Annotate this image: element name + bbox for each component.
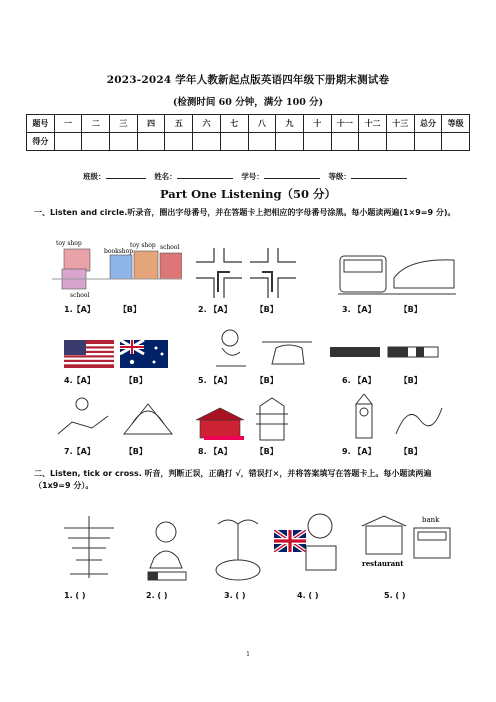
option-b-button[interactable]: 【B】 bbox=[255, 447, 278, 456]
option-b-button[interactable]: 【B】 bbox=[399, 376, 422, 385]
score-header-cell: 五 bbox=[165, 115, 193, 133]
q1-item-7 bbox=[64, 446, 147, 457]
q1-num-3: 3. bbox=[342, 305, 351, 314]
option-b-button[interactable]: 【B】 bbox=[399, 447, 422, 456]
toy-shop-label-2: toy shop bbox=[130, 242, 156, 249]
restaurant-and-bank-illustration bbox=[358, 512, 452, 570]
option-a-button[interactable]: 【A】 bbox=[353, 447, 376, 456]
q1-num-2: 2. bbox=[198, 305, 207, 314]
score-cell[interactable] bbox=[276, 133, 304, 151]
score-header-cell: 九 bbox=[276, 115, 304, 133]
q2-item-1[interactable]: 1. ( ) bbox=[64, 591, 86, 600]
usa-flag-icon bbox=[64, 340, 114, 368]
q1-num-7[interactable]: 7.【A】 bbox=[64, 447, 95, 456]
score-cell[interactable] bbox=[303, 133, 331, 151]
option-b-button[interactable]: 【B】 bbox=[399, 305, 422, 314]
q2-item-3[interactable]: 3. ( ) bbox=[224, 591, 246, 600]
option-a-button[interactable]: 【A】 bbox=[209, 447, 232, 456]
q2-item-2[interactable]: 2. ( ) bbox=[146, 591, 168, 600]
class-label: 班级： bbox=[83, 172, 106, 181]
class-blank[interactable] bbox=[106, 178, 146, 179]
girl-illustration bbox=[142, 518, 192, 582]
boy-illustration bbox=[300, 510, 342, 580]
score-header-cell: 十一 bbox=[331, 115, 359, 133]
level-label: 等级： bbox=[328, 172, 351, 181]
score-cell[interactable] bbox=[414, 133, 442, 151]
score-header-cell: 三 bbox=[110, 115, 138, 133]
q1-item-5 bbox=[198, 375, 278, 386]
q1-num-4[interactable]: 4.【A】 bbox=[64, 376, 95, 385]
score-header-cell: 总分 bbox=[414, 115, 442, 133]
pagoda-illustration bbox=[54, 508, 124, 582]
progress-bars-illustration bbox=[330, 345, 440, 359]
score-cell[interactable] bbox=[386, 133, 414, 151]
score-table-header-row bbox=[27, 115, 470, 133]
page-subtitle: (检测时间 60 分钟，满分 100 分) bbox=[172, 97, 324, 108]
option-a-button[interactable]: 【A】 bbox=[353, 305, 376, 314]
q1-item-2 bbox=[198, 304, 278, 315]
skateboard-and-helicopter-illustration bbox=[206, 326, 314, 374]
score-cell[interactable] bbox=[54, 133, 82, 151]
palm-tree-illustration bbox=[212, 516, 262, 582]
score-cell[interactable] bbox=[359, 133, 387, 151]
bookshop-label: bookshop bbox=[104, 248, 134, 255]
big-ben-and-wall-illustration bbox=[338, 394, 444, 440]
level-blank[interactable] bbox=[351, 178, 407, 179]
score-cell[interactable] bbox=[248, 133, 276, 151]
score-header-cell: 八 bbox=[248, 115, 276, 133]
score-cell[interactable] bbox=[220, 133, 248, 151]
page-title: 2023-2024 学年人教新起点版英语四年级下册期末测试卷 bbox=[106, 74, 390, 86]
option-b-button[interactable]: 【B】 bbox=[124, 447, 147, 456]
id-label: 学号： bbox=[241, 172, 264, 181]
part-one-heading: Part One Listening（50 分） bbox=[159, 187, 337, 201]
toy-shop-label: toy shop bbox=[56, 240, 82, 247]
q2-item-4[interactable]: 4. ( ) bbox=[297, 591, 319, 600]
street-map-illustration bbox=[52, 237, 182, 299]
option-a-button[interactable]: 【A】 bbox=[209, 376, 232, 385]
q1-item-8 bbox=[198, 446, 278, 457]
score-cell[interactable] bbox=[193, 133, 221, 151]
score-table-score-row bbox=[27, 133, 470, 151]
score-header-cell: 十三 bbox=[386, 115, 414, 133]
q1-item-1 bbox=[64, 304, 141, 315]
score-header-cell: 十二 bbox=[359, 115, 387, 133]
school-label: school bbox=[160, 244, 180, 251]
score-header-cell: 一 bbox=[54, 115, 82, 133]
score-header-cell: 题号 bbox=[27, 115, 55, 133]
score-cell[interactable] bbox=[110, 133, 138, 151]
q1-num-8: 8. bbox=[198, 447, 207, 456]
flags-illustration bbox=[64, 338, 168, 370]
score-cell[interactable] bbox=[137, 133, 165, 151]
q1-item-6 bbox=[342, 375, 422, 386]
q2-item-5[interactable]: 5. ( ) bbox=[384, 591, 406, 600]
option-a-button[interactable]: 【A】 bbox=[72, 305, 95, 314]
restaurant-label: restaurant bbox=[362, 559, 404, 568]
id-blank[interactable] bbox=[264, 178, 320, 179]
score-header-cell: 二 bbox=[82, 115, 110, 133]
q1-num-9: 9. bbox=[342, 447, 351, 456]
landmarks-illustration bbox=[196, 396, 300, 442]
score-header-cell: 六 bbox=[193, 115, 221, 133]
name-blank[interactable] bbox=[177, 178, 233, 179]
score-table bbox=[26, 114, 470, 151]
score-header-cell: 等级 bbox=[442, 115, 470, 133]
score-header-cell: 四 bbox=[137, 115, 165, 133]
school-label-2: school bbox=[70, 292, 90, 299]
q2-heading: 二、Listen, tick or cross. 听音，判断正误，正确打 √，错误打×，并将答案填写在答题卡上。每小题读两遍（1x9=9 分）。 bbox=[34, 469, 432, 490]
train-illustration bbox=[338, 248, 456, 298]
student-info-line bbox=[0, 171, 496, 182]
score-row-label: 得分 bbox=[27, 133, 55, 151]
score-cell[interactable] bbox=[442, 133, 470, 151]
direction-signs-illustration bbox=[196, 248, 296, 298]
bank-label: bank bbox=[422, 516, 440, 524]
name-label: 姓名： bbox=[154, 172, 177, 181]
q1-item-9 bbox=[342, 446, 422, 457]
option-a-button[interactable]: 【A】 bbox=[209, 305, 232, 314]
australia-flag-icon bbox=[120, 340, 168, 368]
q1-num-1: 1. bbox=[64, 305, 73, 314]
option-b-button[interactable]: 【B】 bbox=[255, 305, 278, 314]
option-b-button[interactable]: 【B】 bbox=[118, 305, 141, 314]
score-cell[interactable] bbox=[165, 133, 193, 151]
score-header-cell: 十 bbox=[303, 115, 331, 133]
option-b-button[interactable]: 【B】 bbox=[124, 376, 147, 385]
q1-num-5: 5. bbox=[198, 376, 207, 385]
option-b-button[interactable]: 【B】 bbox=[255, 376, 278, 385]
page-number: 1 bbox=[246, 651, 250, 658]
q1-num-6: 6. bbox=[342, 376, 351, 385]
q1-item-4 bbox=[64, 375, 147, 386]
score-header-cell: 七 bbox=[220, 115, 248, 133]
score-cell[interactable] bbox=[82, 133, 110, 151]
q1-item-3 bbox=[342, 304, 422, 315]
option-a-button[interactable]: 【A】 bbox=[353, 376, 376, 385]
q1-heading: 一、Listen and circle.听录音，圈出字母番号，并在答题卡上把相应的字母番号涂黑。每小题读两遍(1×9=9 分)。 bbox=[34, 208, 456, 217]
score-cell[interactable] bbox=[331, 133, 359, 151]
camping-illustration bbox=[52, 394, 178, 440]
